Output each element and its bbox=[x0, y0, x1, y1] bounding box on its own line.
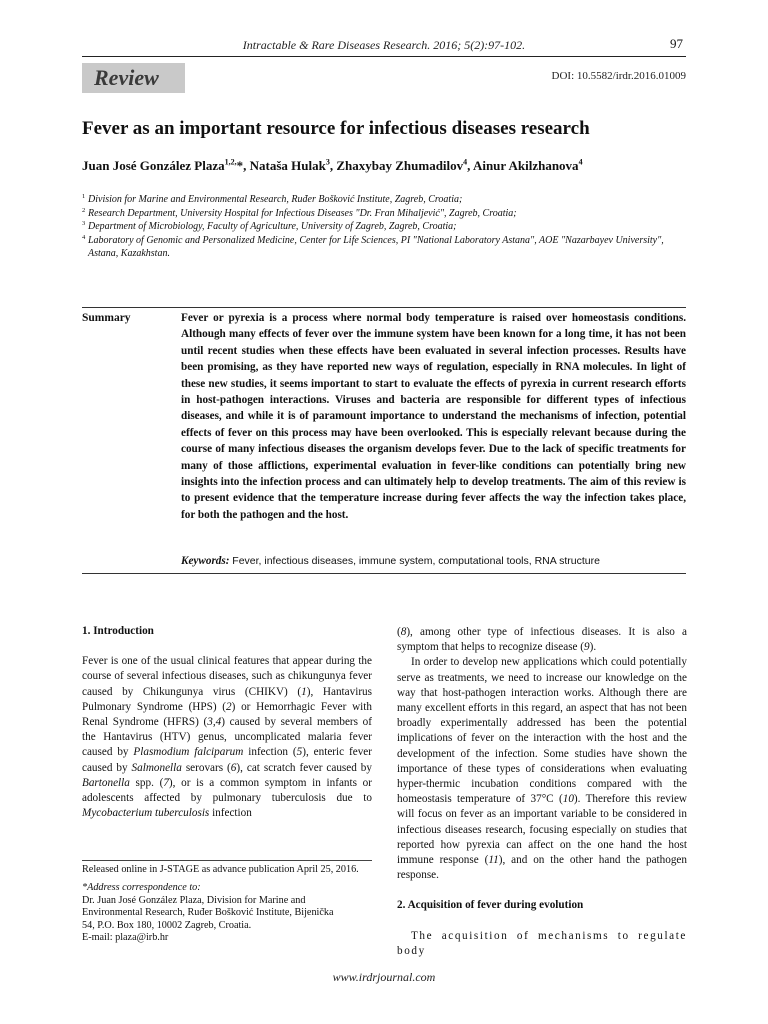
correspondence-line: Environmental Research, Ruđer Bošković Institute, Bijenička bbox=[82, 907, 334, 919]
article-title: Fever as an important resource for infectious diseases research bbox=[82, 118, 590, 139]
header-rule bbox=[82, 56, 686, 57]
left-column bbox=[82, 624, 372, 821]
correspondence-line: 54, P.O. Box 180, 10002 Zagreb, Croatia. bbox=[82, 919, 252, 931]
intro-paragraph: Fever is one of the usual clinical features that appear during the course of several infectious diseases, such as chikungunya fever caused by Chikungunya virus (CHIKV) (1), Hantavirus Pulmonary Syndrome (HPS) (2) or Hemorrhagic Fever with Renal Syndrome (HFRS) (3,4) caused by several members of the Hantavirus (HTV) genus, uncomplicated malaria fever caused by Plasmodium falciparum infection (5), enteric fever caused by Salmonella serovars (6), cat scratch fever caused by Bartonella spp. (7), or is a common symptom in infants or adolescents affected by pulmonary tuberculosis due to Mycobacterium tuberculosis infection bbox=[82, 655, 373, 820]
correspondence-email: E-mail: plaza@irb.hr bbox=[82, 932, 169, 944]
paragraph: (8), among other type of infectious diseases. It is also a symptom that helps to recognize disease (9). bbox=[397, 626, 687, 654]
affiliation: 4 Laboratory of Genomic and Personalized Medicine, Center for Life Sciences, PI "National Laboratory Astana", AOE "Nazarbayev University", Astana, Kazakhstan. bbox=[82, 233, 664, 259]
doi: DOI: 10.5582/irdr.2016.01009 bbox=[551, 70, 686, 82]
footer-url[interactable]: www.irdrjournal.com bbox=[332, 970, 436, 984]
summary-bottom-rule bbox=[82, 573, 686, 574]
paragraph: The acquisition of mechanisms to regulate body bbox=[397, 929, 687, 957]
keywords-text: Fever, infectious diseases, immune system, computational tools, RNA structure bbox=[232, 555, 600, 567]
summary-top-rule bbox=[82, 307, 686, 308]
affiliation: 2 Research Department, University Hospital for Infectious Diseases "Dr. Fran Mihaljević", Zagreb, Croatia; bbox=[82, 206, 517, 219]
right-column bbox=[397, 625, 687, 959]
section-heading-introduction: 1. Introduction bbox=[82, 625, 154, 637]
footnote-rule bbox=[82, 860, 372, 861]
summary-text: Fever or pyrexia is a process where normal body temperature is raised over homeostasis conditions. Although many effects of fever over the immune system have been known for a long time, it has not been until recent studies when these effects have been evaluated in several infection processes. Results have been promising, as they have reported new ways of regulation, especially in RNA molecules. In light of these new studies, it seems important to start to evaluate the effects of pyrexia in current research efforts in host-pathogen interactions. Viruses and bacteria are responsible for different types of infectious diseases, and while it is of paramount importance to understand the mechanisms of infection, potential effects of fever on this process may have been overlooked. This is especially relevant because during the course of many infectious diseases the organism develops fever. Due to the lack of specific treatments for many of those afflictions, experimental evaluation in fever-like conditions can potentially bring new insights into the infection process and can ultimately help to develop treatments. The aim of this review is to present evidence that the temperature increase during fever affects the way the infection takes place, for both the pathogen and the host. bbox=[181, 312, 686, 521]
author-list bbox=[82, 158, 686, 174]
keywords bbox=[181, 555, 686, 567]
footnotes bbox=[82, 864, 372, 944]
summary-label: Summary bbox=[82, 312, 131, 324]
correspondence-label: *Address correspondence to: bbox=[82, 882, 201, 894]
article-type-badge: Review bbox=[82, 63, 185, 93]
journal-citation: Intractable & Rare Diseases Research. 2016; 5(2):97-102. bbox=[242, 38, 526, 52]
correspondence-line: Dr. Juan José González Plaza, Division for Marine and bbox=[82, 894, 306, 906]
affiliation: 1 Division for Marine and Environmental Research, Ruđer Bošković Institute, Zagreb, Croatia; bbox=[82, 193, 463, 205]
author: Nataša Hulak$^3$, bbox=[249, 158, 337, 174]
paragraph: In order to develop new applications which could potentially serve as treatments, we need to increase our knowledge on the way that host-pathogen interaction works. Although there are many excellent efforts in this regard, an aspect that has not been broadly experimentally addressed has been the potential implications of fever on the interaction with the host and the development of the infection. Some studies have shown the importance of these types of considerations when evaluating hyper-thermic incubation conditions compared with the homeostasis temperature of 37°C (10). Therefore this review will focus on fever as an important variable to be considered in infectious diseases research, focusing especially on studies that reported how pyrexia can affect on the one hand the host immune response (11), and on the other hand the pathogen response. bbox=[397, 656, 687, 882]
affiliations bbox=[82, 193, 688, 261]
release-note: Released online in J-STAGE as advance publication April 25, 2016. bbox=[82, 864, 359, 875]
section-heading-acquisition: 2. Acquisition of fever during evolution bbox=[397, 899, 584, 912]
keywords-label: Keywords: bbox=[181, 555, 230, 567]
author: Ainur Akilzhanova$^4$ bbox=[472, 158, 583, 174]
author: Zhaxybay Zhumadilov$^4$, bbox=[336, 158, 473, 174]
page-number: 97 bbox=[670, 36, 683, 51]
affiliation: 3 Department of Microbiology, Faculty of Agriculture, University of Zagreb, Zagreb, Croatia; bbox=[82, 220, 457, 232]
author: Juan José González Plaza$^{1,2,}$*, bbox=[82, 158, 250, 174]
